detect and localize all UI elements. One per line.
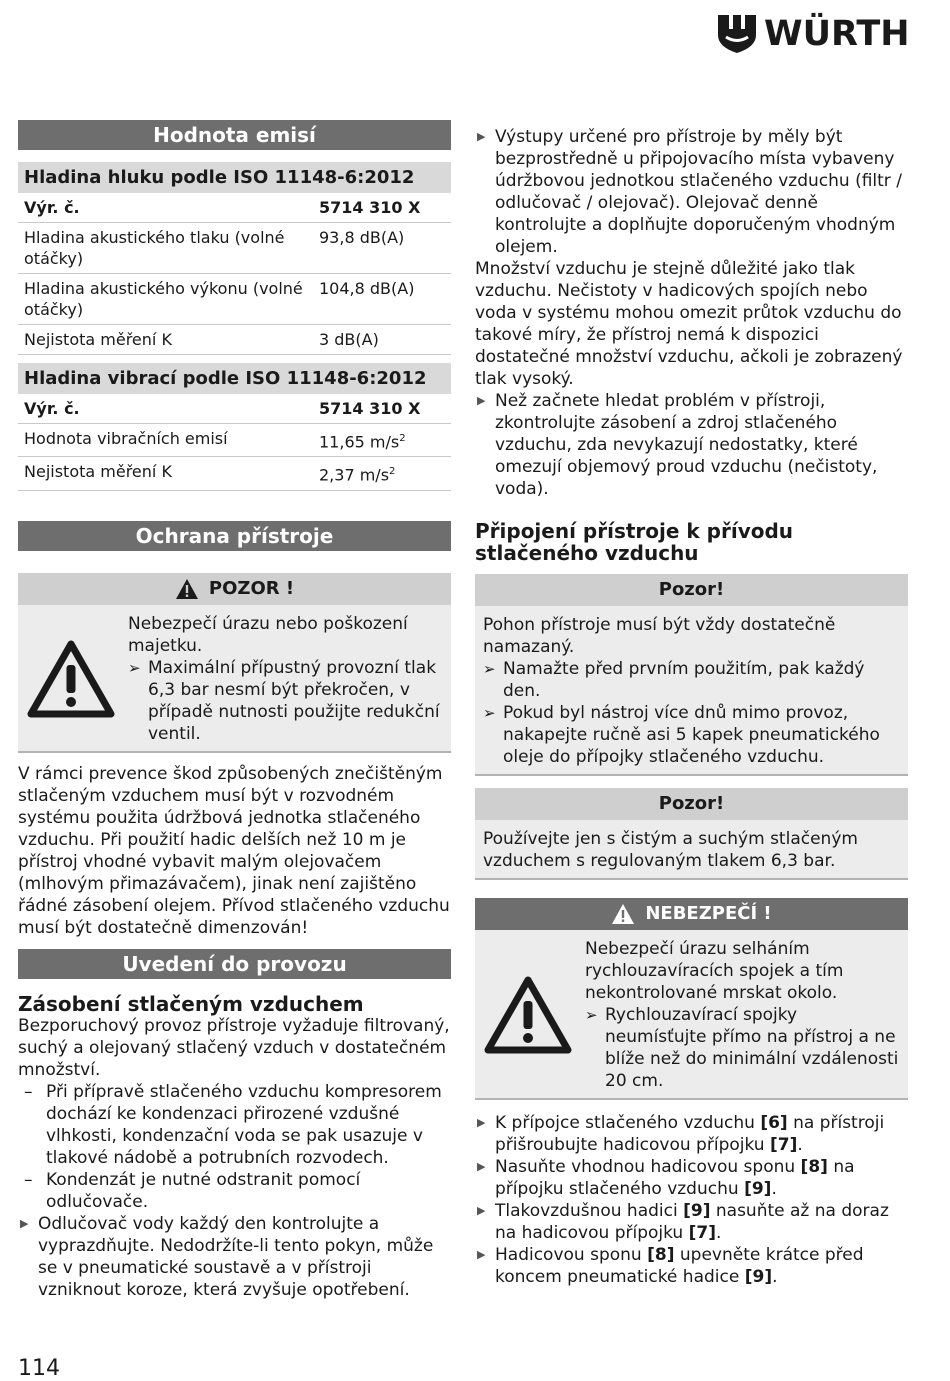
danger-box [475, 898, 908, 1100]
list-item: ▶ Nasuňte vhodnou hadicovou sponu [8] na přípojku stlačeného vzduchu [9]. [475, 1156, 908, 1200]
table-row [18, 274, 451, 325]
right-column [475, 126, 908, 1288]
protection-paragraph: V rámci prevence škod způsobených znečištěným stlačeným vzduchem musí být v rozvodném systému použita údržbová jednotka stlačeného vzduchu. Při použití hadic delších než 10 m je přístroj vhodné vybavit malým olejovačem (mlhovým přimazávačem), jinak není zajištěno řádné zásobení olejem. Přívod stlačeného vzduchu musí být dostatečně dimenzován! [18, 763, 450, 938]
vibration-table-header: Hladina vibrací podle ISO 11148-6:2012 [18, 363, 451, 394]
noise-col-value: 5714 310 X [313, 193, 451, 223]
list-item: ▶ Hadicovou sponu [8] upevněte krátce před koncem pneumatické hadice [9]. [475, 1244, 908, 1288]
table-row [18, 325, 451, 355]
row-value: 104,8 dB(A) [313, 274, 451, 325]
danger-header [475, 898, 908, 930]
noise-col-label: Výr. č. [18, 193, 313, 223]
warning-triangle-icon [175, 578, 199, 600]
table-row [18, 424, 451, 457]
connection-steps [475, 1112, 908, 1288]
list-item: ▶ Než začnete hledat problém v přístroji, zkontrolujte zásobení a zdroj stlačeného vzduchu, zda nevykazují nedostatky, které omezují objemový proud vzduchu (nečistoty, voda). [475, 390, 908, 500]
row-label: Hodnota vibračních emisí [18, 424, 313, 457]
left-column [18, 120, 451, 1301]
list-item: ▶ Tlakovzdušnou hadici [9] nasuňte až na doraz na hadicovou přípojku [7]. [475, 1200, 908, 1244]
table-row [18, 457, 451, 490]
list-item: – Při přípravě stlačeného vzduchu kompresorem dochází ke kondenzaci přirozené vzdušné vlhkosti, kondenzační voda se pak usazuje v tlakové nádobě a potrubních rozvodech. [18, 1081, 451, 1169]
noise-table-header: Hladina hluku podle ISO 11148-6:2012 [18, 162, 451, 193]
row-value: 11,65 $m/s^2$ [313, 424, 451, 457]
notice-text: Pohon přístroje musí být vždy dostatečně namazaný. [483, 615, 836, 657]
notice-title: Pozor! [475, 574, 908, 606]
list-item: ▶ Výstupy určené pro přístroje by měly být bezprostředně u připojovacího místa vybaveny údržbovou jednotkou stlačeného vzduchu (filtr / odlučovač / olejovač). Olejovač denně kontrolujte a doplňujte doporučeným vhodným olejem. [475, 126, 908, 258]
row-label: Hladina akustického tlaku (volné otáčky) [18, 223, 313, 274]
air-supply-heading: Zásobení stlačeným vzduchem [18, 991, 364, 1016]
notice-title: Pozor! [475, 788, 908, 820]
warning-text: Nebezpečí úrazu nebo poškození majetku. [128, 613, 408, 656]
notice-text: Používejte jen s čistým a suchým stlačeným vzduchem s regulovaným tlakem 6,3 bar. [483, 829, 858, 871]
warning-box [18, 573, 451, 753]
connect-heading: Připojení přístroje k přívodu stlačeného vzduchu [475, 519, 794, 565]
wurth-logo [716, 12, 911, 56]
row-label: Nejistota měření K [18, 457, 313, 490]
row-value: 93,8 dB(A) [313, 223, 451, 274]
air-supply-intro: Bezporuchový provoz přístroje vyžaduje filtrovaný, suchý a olejovaný stlačený vzduch v dostatečném množství. [18, 1015, 450, 1080]
list-item: – Kondenzát je nutné odstranit pomocí odlučovače. [18, 1169, 451, 1213]
list-item: ▶ K přípojce stlačeného vzduchu [6] na přístroji přišroubujte hadicovou přípojku [7]. [475, 1112, 908, 1156]
warning-label: POZOR ! [208, 577, 295, 599]
list-item: ▶ Odlučovač vody každý den kontrolujte a vyprazdňujte. Nedodržíte-li tento pokyn, může se v pneumatické soustavě a v přístroji vzniknout koroze, která zvyšuje opotřebení. [18, 1213, 451, 1301]
vibration-col-label: Výr. č. [18, 394, 313, 424]
vibration-table [18, 363, 451, 491]
table-row [18, 223, 451, 274]
row-label: Hladina akustického výkonu (volné otáčky) [18, 274, 313, 325]
wurth-emblem-icon [716, 13, 758, 55]
danger-item: ➢ Rychlouzavírací spojky neumísťujte přímo na přístroj a ne blíže než do minimální vzdálenosti 20 cm. [585, 1004, 900, 1092]
warning-large-icon [26, 613, 116, 745]
page-number: 114 [18, 1356, 60, 1381]
row-label: Nejistota měření K [18, 325, 313, 355]
startup-title: Uvedení do provozu [18, 949, 451, 979]
danger-text: Nebezpečí úrazu selháním rychlouzavíracích spojek a tím nekontrolované mrskat okolo. [585, 939, 844, 1003]
warning-item: ➢ Maximální přípustný provozní tlak 6,3 bar nesmí být překročen, v případě nutnosti použijte redukční ventil. [128, 657, 443, 745]
protection-title: Ochrana přístroje [18, 521, 451, 551]
notice-box-clean-air [475, 788, 908, 880]
list-item: ➢ Pokud byl nástroj více dnů mimo provoz, nakapejte ručně asi 5 kapek pneumatického oleje do přípojky stlačeného vzduchu. [483, 702, 900, 768]
emissions-title: Hodnota emisí [18, 120, 451, 150]
air-quantity-paragraph: Množství vzduchu je stejně důležité jako tlak vzduchu. Nečistoty v hadicových spojích nebo voda v systému mohou omezit průtok vzduchu do takové míry, že přístroj nemá k dispozici dostatečné množství vzduchu, ačkoli je zobrazený tlak vysoký. [475, 259, 903, 389]
danger-label: NEBEZPEČÍ ! [645, 903, 772, 924]
brand-name: WÜRTH [764, 14, 910, 54]
warning-large-icon [483, 938, 573, 1092]
notice-box-lubrication [475, 574, 908, 776]
warning-header [18, 573, 451, 605]
noise-table [18, 162, 451, 355]
row-value: 2,37 $m/s^2$ [313, 457, 451, 490]
vibration-col-value: 5714 310 X [313, 394, 451, 424]
row-value: 3 dB(A) [313, 325, 451, 355]
list-item: ➢ Namažte před prvním použitím, pak každý den. [483, 658, 900, 702]
warning-triangle-icon [611, 903, 635, 925]
